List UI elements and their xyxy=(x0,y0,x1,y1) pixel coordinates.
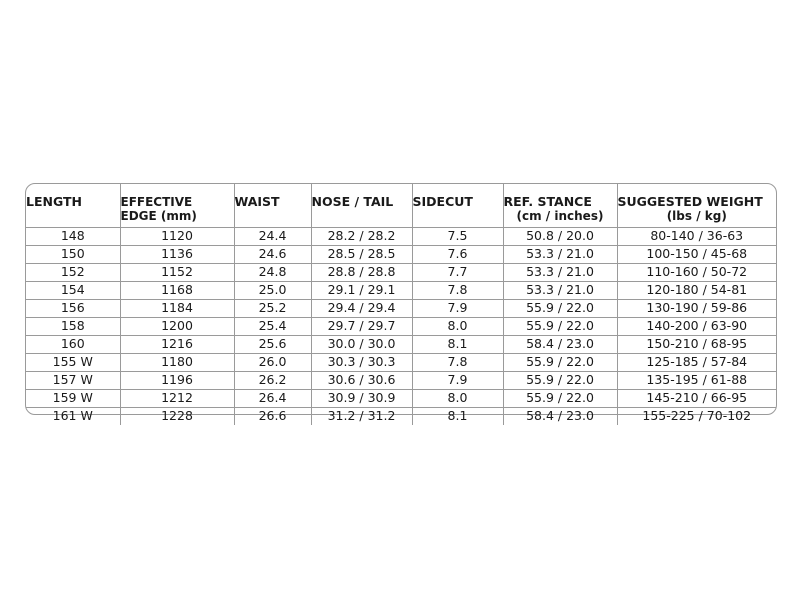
cell-waist: 26.4 xyxy=(234,389,311,407)
table-row xyxy=(26,299,776,317)
header-suggested-weight xyxy=(617,184,776,227)
cell-nose-tail: 29.4 / 29.4 xyxy=(311,299,412,317)
cell-effective-edge: 1216 xyxy=(120,335,234,353)
cell-effective-edge: 1196 xyxy=(120,371,234,389)
table-row xyxy=(26,317,776,335)
cell-nose-tail: 29.7 / 29.7 xyxy=(311,317,412,335)
cell-suggested-weight: 140-200 / 63-90 xyxy=(617,317,776,335)
header-suggested-weight-line2: (lbs / kg) xyxy=(666,209,727,223)
cell-suggested-weight: 110-160 / 50-72 xyxy=(617,263,776,281)
header-waist xyxy=(234,184,311,227)
cell-ref-stance: 53.3 / 21.0 xyxy=(503,245,617,263)
cell-nose-tail: 30.9 / 30.9 xyxy=(311,389,412,407)
cell-waist: 24.6 xyxy=(234,245,311,263)
cell-suggested-weight: 155-225 / 70-102 xyxy=(617,407,776,425)
header-effective-edge xyxy=(120,184,234,227)
header-ref-stance-line2: (cm / inches) xyxy=(516,209,604,223)
cell-effective-edge: 1180 xyxy=(120,353,234,371)
header-ref-stance xyxy=(503,184,617,227)
cell-ref-stance: 50.8 / 20.0 xyxy=(503,227,617,245)
header-nose-tail xyxy=(311,184,412,227)
cell-waist: 25.4 xyxy=(234,317,311,335)
cell-effective-edge: 1136 xyxy=(120,245,234,263)
cell-nose-tail: 28.5 / 28.5 xyxy=(311,245,412,263)
cell-sidecut: 7.9 xyxy=(412,299,503,317)
cell-length: 155 W xyxy=(26,353,120,371)
table-row xyxy=(26,281,776,299)
cell-sidecut: 8.1 xyxy=(412,407,503,425)
header-length xyxy=(26,184,120,227)
cell-waist: 25.2 xyxy=(234,299,311,317)
cell-effective-edge: 1200 xyxy=(120,317,234,335)
cell-ref-stance: 55.9 / 22.0 xyxy=(503,353,617,371)
header-length-label: LENGTH xyxy=(26,194,82,209)
cell-ref-stance: 55.9 / 22.0 xyxy=(503,389,617,407)
table-header xyxy=(26,184,776,227)
header-suggested-weight-line1: SUGGESTED WEIGHT xyxy=(617,194,763,209)
cell-ref-stance: 58.4 / 23.0 xyxy=(503,407,617,425)
cell-ref-stance: 55.9 / 22.0 xyxy=(503,317,617,335)
cell-nose-tail: 31.2 / 31.2 xyxy=(311,407,412,425)
cell-nose-tail: 28.8 / 28.8 xyxy=(311,263,412,281)
cell-nose-tail: 30.0 / 30.0 xyxy=(311,335,412,353)
cell-ref-stance: 53.3 / 21.0 xyxy=(503,281,617,299)
cell-waist: 25.6 xyxy=(234,335,311,353)
table-row xyxy=(26,245,776,263)
cell-waist: 26.2 xyxy=(234,371,311,389)
cell-length: 152 xyxy=(26,263,120,281)
cell-length: 148 xyxy=(26,227,120,245)
cell-sidecut: 8.0 xyxy=(412,389,503,407)
header-row xyxy=(26,184,776,227)
header-sidecut-label: SIDECUT xyxy=(412,194,473,209)
cell-effective-edge: 1228 xyxy=(120,407,234,425)
cell-ref-stance: 53.3 / 21.0 xyxy=(503,263,617,281)
spec-table xyxy=(26,184,776,425)
table-row xyxy=(26,371,776,389)
cell-suggested-weight: 145-210 / 66-95 xyxy=(617,389,776,407)
cell-suggested-weight: 150-210 / 68-95 xyxy=(617,335,776,353)
table-row xyxy=(26,353,776,371)
cell-sidecut: 7.6 xyxy=(412,245,503,263)
cell-suggested-weight: 125-185 / 57-84 xyxy=(617,353,776,371)
cell-length: 156 xyxy=(26,299,120,317)
cell-waist: 26.6 xyxy=(234,407,311,425)
header-effective-edge-line2: EDGE (mm) xyxy=(120,209,197,223)
cell-sidecut: 7.5 xyxy=(412,227,503,245)
cell-nose-tail: 28.2 / 28.2 xyxy=(311,227,412,245)
header-waist-label: WAIST xyxy=(234,194,280,209)
cell-effective-edge: 1168 xyxy=(120,281,234,299)
cell-length: 160 xyxy=(26,335,120,353)
cell-suggested-weight: 130-190 / 59-86 xyxy=(617,299,776,317)
cell-suggested-weight: 80-140 / 36-63 xyxy=(650,227,744,243)
cell-length: 154 xyxy=(26,281,120,299)
table-body xyxy=(26,227,776,425)
table-row xyxy=(26,407,776,425)
header-nose-tail-label: NOSE / TAIL xyxy=(311,194,394,209)
cell-ref-stance: 55.9 / 22.0 xyxy=(503,371,617,389)
cell-effective-edge: 1212 xyxy=(120,389,234,407)
cell-length: 161 W xyxy=(26,407,120,425)
cell-sidecut: 7.7 xyxy=(412,263,503,281)
cell-length: 159 W xyxy=(26,389,120,407)
cell-sidecut: 7.9 xyxy=(412,371,503,389)
table-row xyxy=(26,335,776,353)
cell-sidecut: 7.8 xyxy=(412,353,503,371)
cell-waist: 24.8 xyxy=(234,263,311,281)
cell-ref-stance: 58.4 / 23.0 xyxy=(503,335,617,353)
spec-table-container xyxy=(25,183,777,423)
table-row xyxy=(26,389,776,407)
cell-ref-stance: 55.9 / 22.0 xyxy=(503,299,617,317)
table-row xyxy=(26,227,776,245)
cell-suggested-weight: 135-195 / 61-88 xyxy=(617,371,776,389)
cell-length: 158 xyxy=(26,317,120,335)
cell-waist: 25.0 xyxy=(234,281,311,299)
cell-effective-edge: 1184 xyxy=(120,299,234,317)
cell-waist: 26.0 xyxy=(234,353,311,371)
cell-effective-edge: 1152 xyxy=(120,263,234,281)
table-row xyxy=(26,263,776,281)
header-ref-stance-line1: REF. STANCE xyxy=(503,194,592,209)
cell-sidecut: 8.0 xyxy=(412,317,503,335)
cell-nose-tail: 30.3 / 30.3 xyxy=(311,353,412,371)
cell-sidecut: 7.8 xyxy=(412,281,503,299)
cell-length: 150 xyxy=(26,245,120,263)
cell-nose-tail: 29.1 / 29.1 xyxy=(311,281,412,299)
cell-nose-tail: 30.6 / 30.6 xyxy=(311,371,412,389)
cell-sidecut: 8.1 xyxy=(412,335,503,353)
cell-effective-edge: 1120 xyxy=(120,227,234,245)
cell-waist: 24.4 xyxy=(234,227,311,245)
cell-length: 157 W xyxy=(26,371,120,389)
header-sidecut xyxy=(412,184,503,227)
cell-suggested-weight: 120-180 / 54-81 xyxy=(617,281,776,299)
cell-suggested-weight: 100-150 / 45-68 xyxy=(617,245,776,263)
header-effective-edge-line1: EFFECTIVE xyxy=(120,195,193,209)
